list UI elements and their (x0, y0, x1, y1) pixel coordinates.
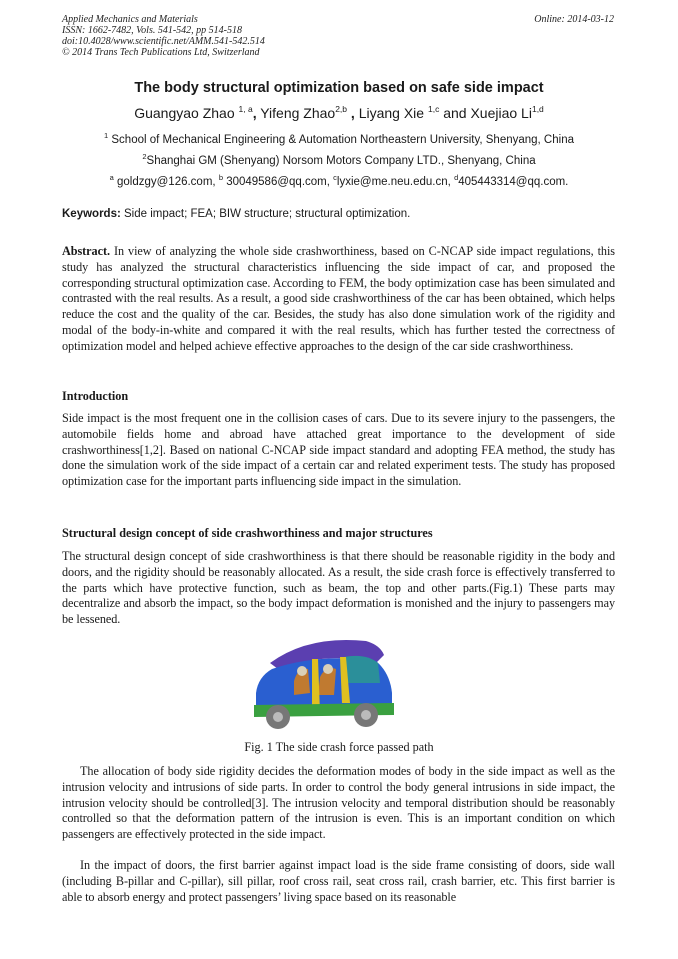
structural-paragraph: The structural design concept of side crashworthiness is that there should be reasonable rigidity in the body and doors, and the rigidity should be reasonably allocated. As a result, the side crash force is effectively transferred to the parts which have protective function, such as beam, the top and other parts.(Fig.1) These parts may decentralize and absorb the impact, so the body impact deformation is monished and the injury to passengers may be lessened. (62, 549, 615, 627)
author-affil-mark: 1, a (238, 104, 253, 114)
introduction-paragraph: Side impact is the most frequent one in the collision cases of cars. Due to its severe injury to the passengers, the automobile fields home and abroad have attached great importance to the development of side crashworthiness[1,2]. Based on national C-NCAP side impact standard and adopting FEA method, the study has done the simulation work of the side impact of a certain car and related experiment tests. The study has proposed optimization case for the important parts influencing side impact in the simulation. (62, 411, 615, 489)
section-heading-introduction: Introduction (62, 389, 129, 403)
email-mark: b (218, 173, 223, 182)
abstract (62, 244, 615, 355)
email-mark: c (333, 173, 337, 182)
affil-mark: 2 (142, 152, 147, 161)
affiliation-1 (0, 131, 678, 146)
email-link[interactable]: goldzgy@126.com, (116, 176, 216, 188)
author-separator: , (350, 105, 355, 121)
author-name: Xuejiao Li (470, 105, 532, 121)
figure-side-crash (248, 633, 398, 733)
dummy-head (297, 666, 307, 676)
affil-text: Shanghai GM (Shenyang) Norsom Motors Company LTD., Shenyang, China (146, 155, 536, 167)
body-paragraph: In the impact of doors, the first barrier against impact load is the side frame consisting of doors, side wall (including B-pillar and C-pillar), sill pillar, roof cross rail, seat cross rail, crash barrier, etc. This first barrier is able to absorb energy and protect passengers’ living space based on its reasonable (62, 858, 615, 904)
figure-caption: Fig. 1 The side crash force passed path (244, 740, 434, 754)
email-link[interactable]: lyxie@me.neu.edu.cn, (336, 176, 451, 188)
copyright-line: © 2014 Trans Tech Publications Ltd, Switzerland (62, 47, 260, 58)
author-name: Guangyao Zhao (134, 105, 235, 121)
keywords (62, 208, 410, 220)
running-header (62, 14, 265, 58)
keywords-label: Keywords: (62, 208, 121, 220)
author-name: Liyang Xie (358, 105, 425, 121)
author-list (0, 104, 678, 121)
affil-text: School of Mechanical Engineering & Automation Northeastern University, Shenyang, China (111, 134, 574, 146)
journal-name: Applied Mechanics and Materials (62, 14, 198, 25)
body-paragraph: The allocation of body side rigidity decides the deformation modes of body in the side impact as well as the intrusion velocity and intrusions of side parts. In order to control the body general intrusions in side impact, the intrusion velocity should be controlled[3]. The intrusion velocity and temporal distribution should be reasonably controlled so that the deformation pattern of the intrusion is even. This is an important condition on which passengers are effectively protected in the side impact. (62, 764, 615, 842)
abstract-label: Abstract. (62, 244, 110, 258)
author-conjunction: and (443, 105, 467, 121)
email-link[interactable]: 405443314@qq.com. (458, 176, 569, 188)
author-affil-mark: 1,d (531, 104, 544, 114)
car-fea-model-image (248, 633, 398, 733)
abstract-text: In view of analyzing the whole side crashworthiness, based on C-NCAP side impact regulations, this study has analyzed the structural characteristics influencing the side impact of car, and proposed the corresponding structural optimization case. According to FEM, the body optimization case has been simulated and contrasted with the real results. As a result, a good side crashworthiness of the car has been obtained, which helps reduce the cost and the quality of the car. Besides, the study has also done simulation work of the rigidity and modal of the body-in-white and compared it with the real results, which has further tested the correctness of optimization model and helped achieve effective approaches to the design of the car side crashworthiness. (62, 244, 615, 353)
section-heading-structural: Structural design concept of side crashworthiness and major structures (62, 526, 433, 540)
doi-line[interactable]: doi:10.4028/www.scientific.net/AMM.541-542.514 (62, 36, 265, 47)
affil-mark: 1 (104, 131, 109, 140)
dummy-head (323, 664, 333, 674)
email-mark: d (454, 173, 459, 182)
paper-title: The body structural optimization based on safe side impact (134, 80, 544, 96)
author-affil-mark: 1,c (427, 104, 440, 114)
author-name: Yifeng Zhao (260, 105, 336, 121)
email-mark: a (109, 173, 114, 182)
affiliation-2 (0, 152, 678, 167)
issn-line: ISSN: 1662-7482, Vols. 541-542, pp 514-518 (62, 25, 242, 36)
wheel-hub (273, 712, 283, 722)
author-affil-mark: 2,b (335, 104, 348, 114)
email-list (0, 173, 678, 188)
wheel-hub (361, 710, 371, 720)
author-separator: , (252, 105, 257, 121)
keywords-text: Side impact; FEA; BIW structure; structural optimization. (124, 208, 411, 220)
email-link[interactable]: 30049586@qq.com, (226, 176, 330, 188)
online-date: Online: 2014-03-12 (534, 14, 614, 25)
